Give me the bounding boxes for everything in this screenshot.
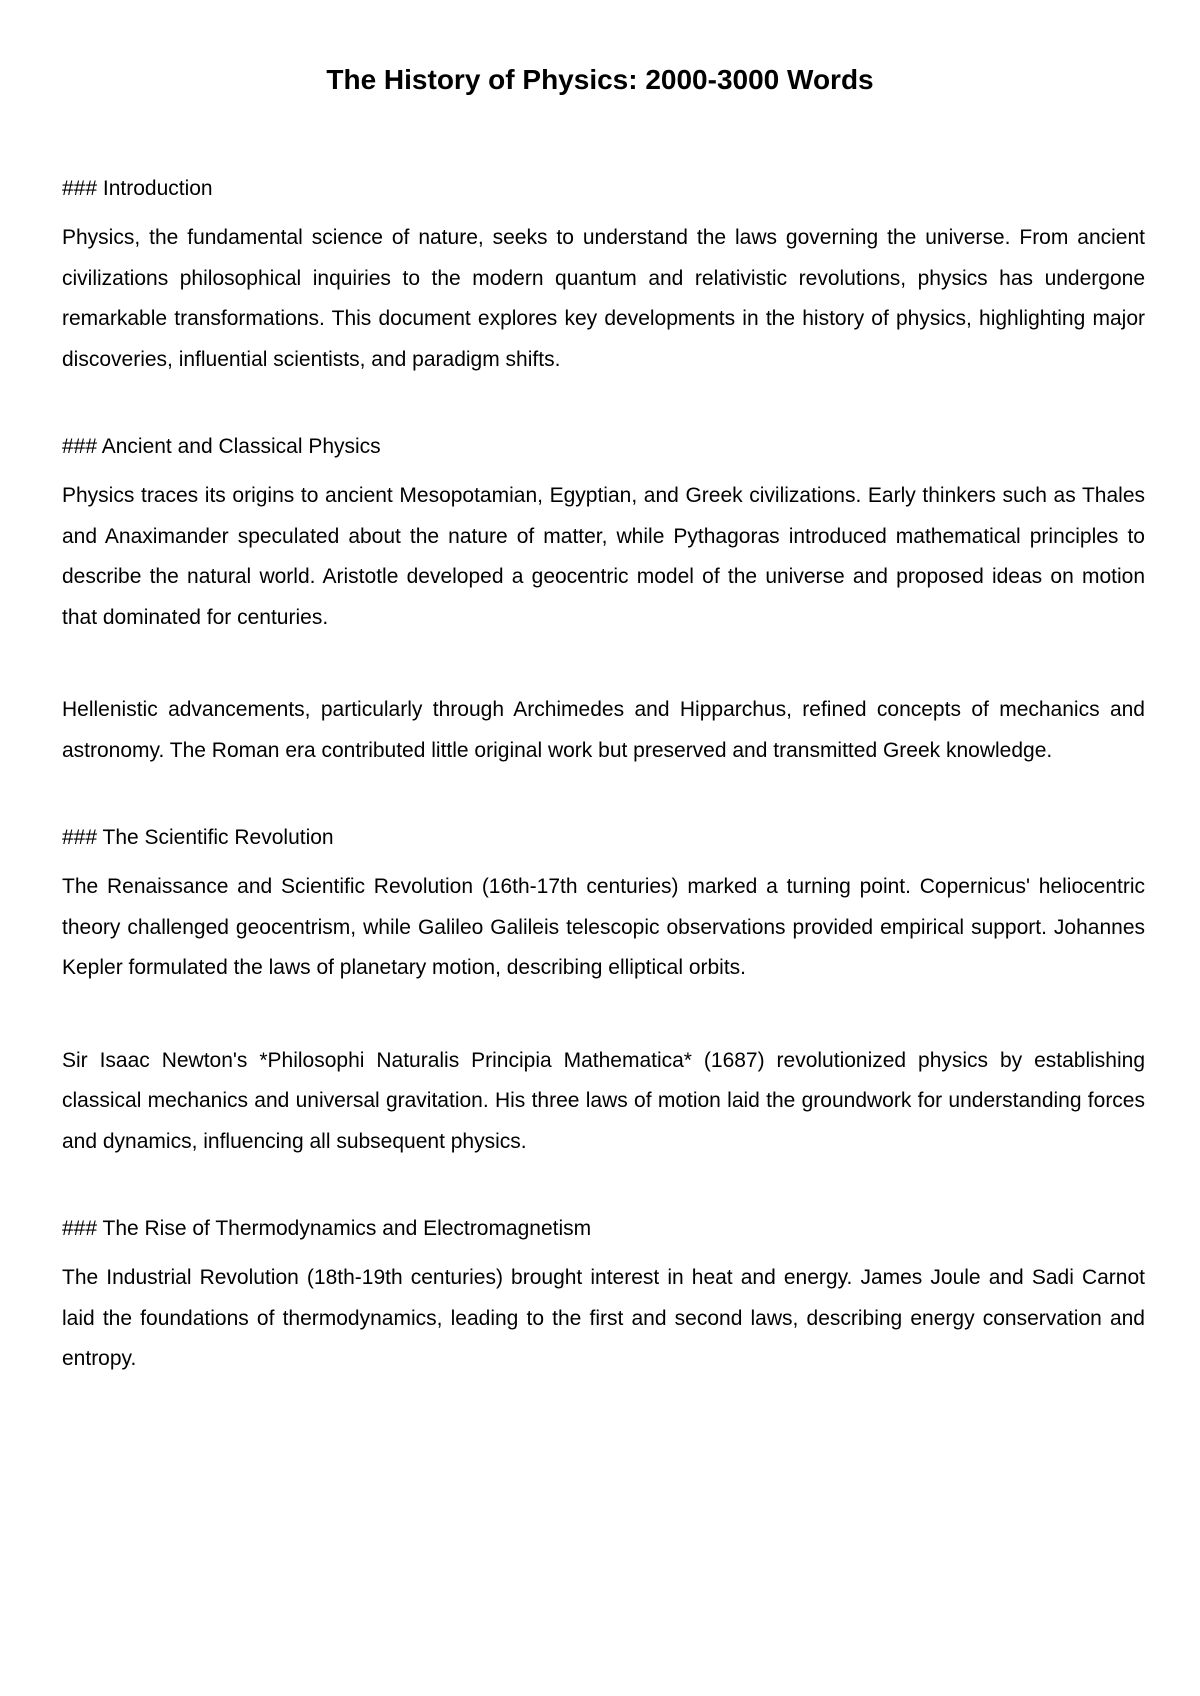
paragraph-introduction: Physics, the fundamental science of nature, seeks to understand the laws governing the universe. From ancient civilizations philosophical inquiries to the modern quantum and relativistic revolutions, physics has undergone remarkable transformations. This document explores key developments in the history of physics, highlighting major discoveries, influential scientists, and paradigm shifts. xyxy=(62,226,1145,371)
section-heading-scientific-revolution: ### The Scientific Revolution xyxy=(62,826,334,849)
paragraph-revolution-2: Sir Isaac Newton's *Philosophi Naturalis Principia Mathematica* (1687) revolutionized physics by establishing classical mechanics and universal gravitation. His three laws of motion laid the groundwork for understanding forces and dynamics, influencing all subsequent physics. xyxy=(62,1048,1145,1153)
paragraph-ancient-2: Hellenistic advancements, particularly through Archimedes and Hipparchus, refined concepts of mechanics and astronomy. The Roman era contributed little original work but preserved and transmitted Greek knowledge. xyxy=(62,698,1145,762)
paragraph-revolution-1: The Renaissance and Scientific Revolution (16th-17th centuries) marked a turning point. Copernicus' heliocentric theory challenged geocentrism, while Galileo Galileis telescopic observations provided empirical support. Johannes Kepler formulated the laws of planetary motion, describing elliptical orbits. xyxy=(62,875,1145,979)
document-title: The History of Physics: 2000-3000 Words xyxy=(326,64,874,95)
paragraph-thermodynamics-1: The Industrial Revolution (18th-19th centuries) brought interest in heat and energy. James Joule and Sadi Carnot laid the foundations of thermodynamics, leading to the first and second laws, describing energy conservation and entropy. xyxy=(62,1266,1145,1370)
paragraph-ancient-1: Physics traces its origins to ancient Mesopotamian, Egyptian, and Greek civilizations. Early thinkers such as Thales and Anaximander speculated about the nature of matter, while Pythagoras introduced mathematical principles to describe the natural world. Aristotle developed a geocentric model of the universe and proposed ideas on motion that dominated for centuries. xyxy=(62,484,1145,629)
section-heading-introduction: ### Introduction xyxy=(62,177,213,200)
document-body xyxy=(62,174,1145,1380)
section-heading-ancient: ### Ancient and Classical Physics xyxy=(62,435,381,458)
section-heading-thermodynamics: ### The Rise of Thermodynamics and Electromagnetism xyxy=(62,1217,592,1240)
